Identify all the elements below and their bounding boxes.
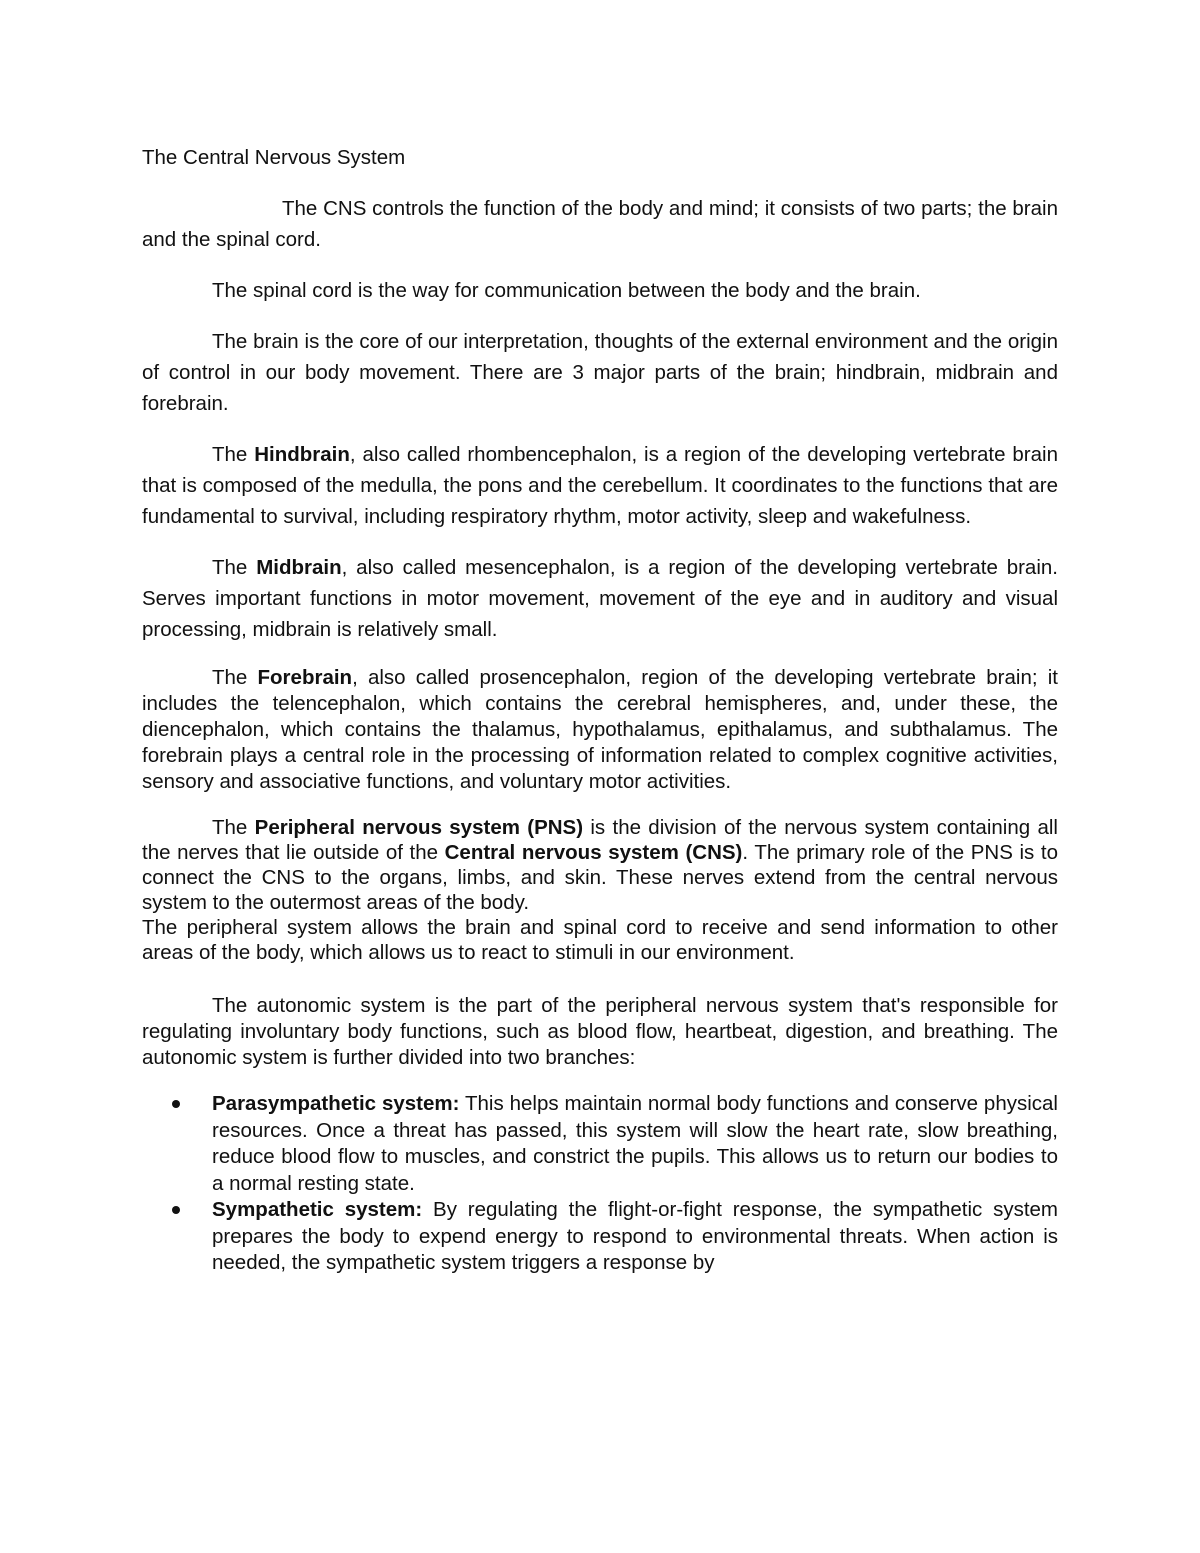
parasympathetic-text: This helps maintain normal body functions and conserve physical resources. Once a threat has passed, this system will slow the heart rate, slow breathing, reduce blood flow to muscles, and constrict the pupils. This allows us to return our bodies to a normal resting state. — [212, 1092, 1058, 1195]
hindbrain-paragraph — [142, 439, 1058, 532]
forebrain-term: Forebrain — [257, 666, 353, 689]
list-item — [142, 1197, 1058, 1277]
hindbrain-lead: The — [212, 443, 255, 466]
forebrain-lead: The — [212, 666, 258, 689]
sympathetic-text: By regulating the flight-or-fight response, the sympathetic system prepares the body to expend energy to respond to environmental threats. When action is needed, the sympathetic system triggers a response by — [212, 1198, 1058, 1274]
pns-paragraph — [142, 815, 1058, 965]
pns-lead: The — [212, 816, 255, 839]
bullet-icon — [172, 1206, 180, 1214]
document-body — [142, 142, 1058, 1277]
intro-paragraph: The CNS controls the function of the body and mind; it consists of two parts; the brain and the spinal cord. — [142, 197, 1058, 251]
document-title: The Central Nervous System — [142, 146, 406, 169]
midbrain-paragraph — [142, 552, 1058, 645]
pns-term: Peripheral nervous system (PNS) — [254, 816, 584, 839]
cns-term: Central nervous system (CNS) — [444, 841, 743, 864]
midbrain-lead: The — [212, 556, 257, 579]
hindbrain-term: Hindbrain — [254, 443, 350, 466]
autonomic-paragraph: The autonomic system is the part of the peripheral nervous system that's responsible for regulating involuntary body functions, such as blood flow, heartbeat, digestion, and breathing. The autonomic system is further divided into two branches: — [142, 994, 1058, 1069]
list-item — [142, 1091, 1058, 1197]
autonomic-branches-list — [142, 1091, 1058, 1277]
parasympathetic-term: Parasympathetic system: — [212, 1092, 460, 1115]
hindbrain-text: , also called rhombencephalon, is a region of the developing vertebrate brain that is composed of the medulla, the pons and the cerebellum. It coordinates to the functions that are fundamental to survival, including respiratory rhythm, motor activity, sleep and wakefulness. — [142, 443, 1058, 528]
midbrain-term: Midbrain — [256, 556, 342, 579]
pns-text-3: The peripheral system allows the brain and spinal cord to receive and send information to other areas of the body, which allows us to react to stimuli in our environment. — [142, 916, 1058, 964]
sympathetic-term: Sympathetic system: — [212, 1198, 423, 1221]
bullet-icon — [172, 1100, 180, 1108]
forebrain-paragraph — [142, 665, 1058, 795]
pns-text-1: is the division of the nervous system containing all the nerves that lie outside of the — [142, 816, 1058, 864]
pns-text-2: . The primary role of the PNS is to connect the CNS to the organs, limbs, and skin. These nerves extend from the central nervous system to the outermost areas of the body. — [142, 841, 1058, 914]
midbrain-text: , also called mesencephalon, is a region of the developing vertebrate brain. Serves important functions in motor movement, movement of the eye and in auditory and visual processing, midbrain is relatively small. — [142, 556, 1058, 641]
forebrain-text: , also called prosencephalon, region of the developing vertebrate brain; it includes the telencephalon, which contains the cerebral hemispheres, and, under these, the diencephalon, which contains the thalamus, hypothalamus, epithalamus, and subthalamus. The forebrain plays a central role in the processing of information related to complex cognitive activities, sensory and associative functions, and voluntary motor activities. — [142, 666, 1058, 793]
brain-paragraph: The brain is the core of our interpretation, thoughts of the external environment and the origin of control in our body movement. There are 3 major parts of the brain; hindbrain, midbrain and forebrain. — [142, 330, 1058, 415]
spinal-cord-paragraph: The spinal cord is the way for communication between the body and the brain. — [212, 279, 921, 302]
